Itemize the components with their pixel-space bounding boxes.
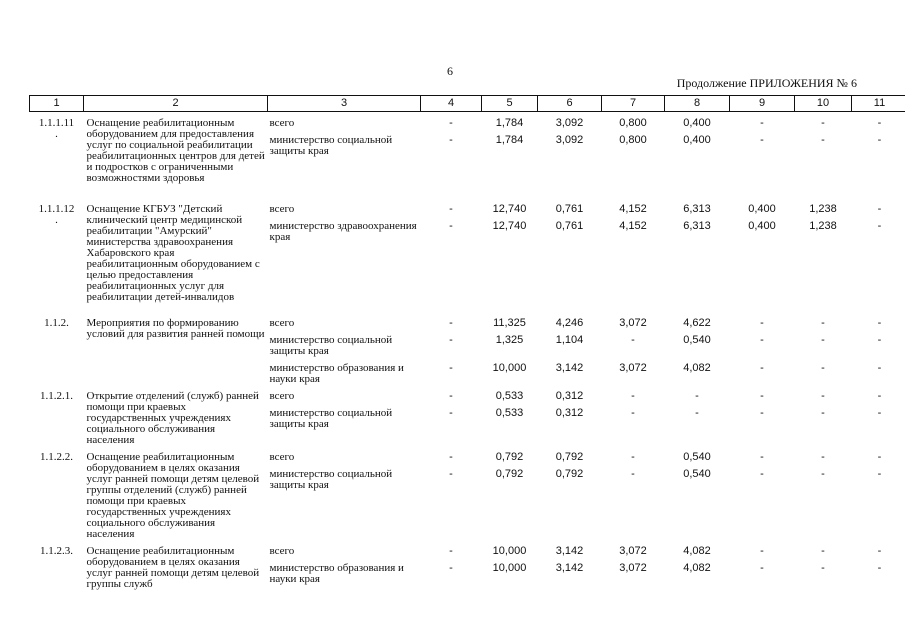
amount-value: 0,761 (555, 202, 584, 215)
value-cell-col-4 (421, 112, 482, 198)
amount-value: - (631, 450, 635, 463)
amount-value: 4,082 (683, 561, 711, 574)
amount-value: - (877, 467, 882, 480)
row-number: 1.1.2.1. (40, 389, 73, 402)
amount-value: 0,400 (683, 117, 711, 129)
table-row (30, 112, 905, 198)
value-cell-col-8 (665, 112, 730, 198)
amount-value: - (449, 117, 453, 129)
amount-value: 0,792 (555, 467, 584, 480)
amount-value: 0,400 (748, 202, 776, 215)
amount-value: - (695, 406, 699, 419)
amount-value: 4,082 (683, 544, 711, 557)
value-cell-col-10 (795, 198, 852, 312)
amount-value: 0,800 (619, 134, 647, 146)
value-cell-col-10 (795, 446, 852, 540)
funding-source: министерство социальной защиты края (269, 333, 393, 357)
value-cell-col-9 (730, 198, 795, 312)
amount-value: - (877, 389, 882, 402)
value-cell-col-5 (482, 112, 538, 198)
amount-value: - (877, 406, 882, 419)
amount-value: - (760, 361, 764, 374)
amount-value: 3,072 (619, 316, 647, 329)
column-header-1: 1 (30, 96, 84, 112)
funding-source: всего (269, 450, 295, 463)
amount-value: - (877, 544, 882, 557)
amount-value: - (821, 450, 825, 463)
amount-value: - (449, 202, 453, 215)
value-cell-col-9 (730, 312, 795, 385)
amount-value: 10,000 (492, 361, 527, 374)
amount-value: - (449, 219, 453, 232)
measures-table (29, 95, 905, 600)
amount-value: 4,622 (683, 316, 711, 329)
value-cell-col-11 (852, 312, 905, 385)
amount-value: - (449, 544, 453, 557)
amount-value: - (877, 316, 882, 329)
amount-value: 12,740 (492, 219, 527, 232)
value-cell-col-5 (482, 446, 538, 540)
amount-value: - (631, 389, 635, 402)
amount-value: - (821, 561, 825, 574)
value-cell-col-9 (730, 112, 795, 198)
value-cell-col-6 (538, 385, 602, 446)
amount-value: - (449, 316, 453, 329)
value-cell-col-10 (795, 312, 852, 385)
value-cell-col-4 (421, 385, 482, 446)
amount-value: - (877, 219, 882, 232)
column-header-3: 3 (268, 96, 421, 112)
amount-value: 3,092 (555, 134, 584, 146)
row-number: 1.1.1.11 . (38, 117, 75, 140)
amount-value: - (821, 361, 825, 374)
amount-value: - (760, 406, 764, 419)
amount-value: - (760, 467, 764, 480)
amount-value: - (821, 316, 825, 329)
table-row (30, 312, 905, 385)
amount-value: - (821, 117, 825, 129)
amount-value: 10,000 (492, 561, 527, 574)
funding-source-cell (268, 540, 421, 600)
row-number: 1.1.2.2. (40, 450, 73, 463)
amount-value: 10,000 (492, 544, 527, 557)
amount-value: - (821, 544, 825, 557)
measure-name: Мероприятия по формированию условий для развития ранней помощи (86, 316, 265, 340)
column-header-2: 2 (84, 96, 268, 112)
column-header-5: 5 (482, 96, 538, 112)
value-cell-col-4 (421, 312, 482, 385)
table-header-row (30, 96, 905, 112)
funding-source: министерство социальной защиты края (269, 406, 393, 430)
amount-value: - (449, 467, 453, 480)
value-cell-col-6 (538, 112, 602, 198)
amount-value: - (631, 333, 635, 346)
column-header-4: 4 (421, 96, 482, 112)
amount-value: 3,092 (555, 117, 584, 129)
amount-value: - (821, 134, 825, 146)
measure-name: Оснащение реабилитационным оборудованием в целях оказания услуг ранней помощи детям целевой группы служб (86, 544, 260, 590)
amount-value: 4,152 (619, 219, 647, 232)
amount-value: - (877, 333, 882, 346)
funding-source: министерство образования и науки края (269, 361, 404, 385)
amount-value: 4,082 (683, 361, 711, 374)
column-header-7: 7 (602, 96, 665, 112)
amount-value: 0,533 (495, 406, 524, 419)
table-row (30, 446, 905, 540)
value-cell-col-8 (665, 312, 730, 385)
row-number: 1.1.2. (44, 316, 69, 329)
value-cell-col-6 (538, 446, 602, 540)
amount-value: 1,325 (495, 333, 524, 346)
amount-value: 0,540 (683, 333, 711, 346)
value-cell-col-7 (602, 385, 665, 446)
measure-name: Оснащение КГБУЗ "Детский клинический центр медицинской реабилитации "Амурский" министерства здравоохранения Хабаровского края реабилитационным оборудованием с целью предоставления реабилитационных услуг для реабилитации детей-инвалидов (86, 202, 260, 303)
appendix-continuation-label: Продолжение ПРИЛОЖЕНИЯ № 6 (676, 76, 857, 90)
amount-value: 1,784 (495, 117, 524, 129)
value-cell-col-10 (795, 112, 852, 198)
amount-value: - (877, 117, 882, 129)
value-cell-col-11 (852, 112, 905, 198)
value-cell-col-7 (602, 312, 665, 385)
value-cell-col-4 (421, 198, 482, 312)
amount-value: - (760, 389, 764, 402)
value-cell-col-5 (482, 540, 538, 600)
amount-value: - (821, 467, 825, 480)
funding-source: всего (269, 389, 295, 402)
amount-value: 0,400 (748, 219, 776, 232)
value-cell-col-8 (665, 198, 730, 312)
funding-source: всего (269, 117, 295, 129)
amount-value: 1,238 (809, 219, 837, 232)
amount-value: 0,800 (619, 117, 647, 129)
funding-source-cell (268, 112, 421, 198)
amount-value: 0,533 (495, 389, 524, 402)
value-cell-col-8 (665, 385, 730, 446)
amount-value: - (695, 389, 699, 402)
value-cell-col-4 (421, 540, 482, 600)
amount-value: - (449, 361, 453, 374)
funding-source: министерство социальной защиты края (269, 467, 393, 491)
funding-source-cell (268, 312, 421, 385)
value-cell-col-5 (482, 312, 538, 385)
amount-value: 0,312 (555, 389, 584, 402)
amount-value: 4,152 (619, 202, 647, 215)
amount-value: - (877, 361, 882, 374)
value-cell-col-6 (538, 198, 602, 312)
value-cell-col-5 (482, 198, 538, 312)
page-number: 6 (447, 64, 453, 78)
amount-value: - (449, 134, 453, 146)
amount-value: 3,072 (619, 561, 647, 574)
amount-value: 3,072 (619, 544, 647, 557)
funding-source-cell (268, 385, 421, 446)
row-number: 1.1.2.3. (40, 544, 73, 557)
amount-value: - (449, 333, 453, 346)
amount-value: - (821, 333, 825, 346)
amount-value: - (877, 134, 882, 146)
amount-value: - (760, 544, 764, 557)
value-cell-col-11 (852, 540, 905, 600)
amount-value: - (760, 117, 764, 129)
row-number: 1.1.1.12 . (38, 202, 75, 226)
amount-value: - (449, 406, 453, 419)
funding-source: министерство социальной защиты края (269, 134, 393, 157)
amount-value: - (760, 561, 764, 574)
amount-value: 1,104 (555, 333, 584, 346)
amount-value: 0,312 (555, 406, 584, 419)
funding-source: всего (269, 316, 295, 329)
amount-value: 6,313 (683, 202, 711, 215)
amount-value: - (821, 406, 825, 419)
value-cell-col-7 (602, 198, 665, 312)
funding-source: всего (269, 544, 295, 557)
amount-value: - (449, 450, 453, 463)
column-header-6: 6 (538, 96, 602, 112)
value-cell-col-10 (795, 385, 852, 446)
column-header-8: 8 (665, 96, 730, 112)
value-cell-col-4 (421, 446, 482, 540)
measure-name: Открытие отделений (служб) ранней помощи при краевых государственных учреждениях социального обслуживания населения (86, 389, 259, 446)
value-cell-col-8 (665, 540, 730, 600)
amount-value: 1,238 (809, 202, 837, 215)
amount-value: 12,740 (492, 202, 527, 215)
amount-value: 0,792 (555, 450, 584, 463)
amount-value: 0,540 (683, 467, 711, 480)
value-cell-col-11 (852, 446, 905, 540)
funding-source: министерство здравоохранения края (269, 219, 417, 243)
amount-value: - (449, 561, 453, 574)
funding-source-cell (268, 446, 421, 540)
amount-value: - (760, 450, 764, 463)
column-header-9: 9 (730, 96, 795, 112)
amount-value: 0,792 (495, 467, 524, 480)
amount-value: - (877, 450, 882, 463)
amount-value: 0,400 (683, 134, 711, 146)
amount-value: - (760, 316, 764, 329)
amount-value: 1,784 (495, 134, 524, 146)
amount-value: 3,072 (619, 361, 647, 374)
value-cell-col-6 (538, 312, 602, 385)
amount-value: 6,313 (683, 219, 711, 232)
value-cell-col-9 (730, 385, 795, 446)
funding-source: всего (269, 202, 295, 215)
amount-value: 0,761 (555, 219, 584, 232)
value-cell-col-11 (852, 385, 905, 446)
column-header-11: 11 (852, 96, 905, 112)
value-cell-col-7 (602, 540, 665, 600)
column-header-10: 10 (795, 96, 852, 112)
value-cell-col-7 (602, 446, 665, 540)
value-cell-col-9 (730, 540, 795, 600)
amount-value: 0,540 (683, 450, 711, 463)
amount-value: - (760, 134, 764, 146)
funding-source: министерство образования и науки края (269, 561, 404, 585)
amount-value: 0,792 (495, 450, 524, 463)
amount-value: 3,142 (555, 561, 584, 574)
measure-name: Оснащение реабилитационным оборудованием для предоставления услуг по социальной реабилитации реабилитационных центров для детей и подростков с ограниченными возможностями здоровья (86, 117, 265, 184)
value-cell-col-10 (795, 540, 852, 600)
value-cell-col-6 (538, 540, 602, 600)
value-cell-col-5 (482, 385, 538, 446)
table-row (30, 540, 905, 600)
amount-value: - (449, 389, 453, 402)
measure-name: Оснащение реабилитационным оборудованием в целях оказания услуг ранней помощи детям целевой группы отделений (служб) ранней помощи при краевых государственных учреждениях социального обслуживания населения (86, 450, 260, 540)
value-cell-col-7 (602, 112, 665, 198)
value-cell-col-11 (852, 198, 905, 312)
table-row (30, 198, 905, 312)
amount-value: - (877, 202, 882, 215)
amount-value: 3,142 (555, 544, 584, 557)
value-cell-col-9 (730, 446, 795, 540)
amount-value: - (821, 389, 825, 402)
amount-value: 4,246 (555, 316, 584, 329)
amount-value: - (631, 406, 635, 419)
amount-value: 3,142 (555, 361, 584, 374)
value-cell-col-8 (665, 446, 730, 540)
amount-value: - (631, 467, 635, 480)
amount-value: 11,325 (493, 316, 526, 329)
amount-value: - (877, 561, 882, 574)
amount-value: - (760, 333, 764, 346)
funding-source-cell (268, 198, 421, 312)
table-row (30, 385, 905, 446)
